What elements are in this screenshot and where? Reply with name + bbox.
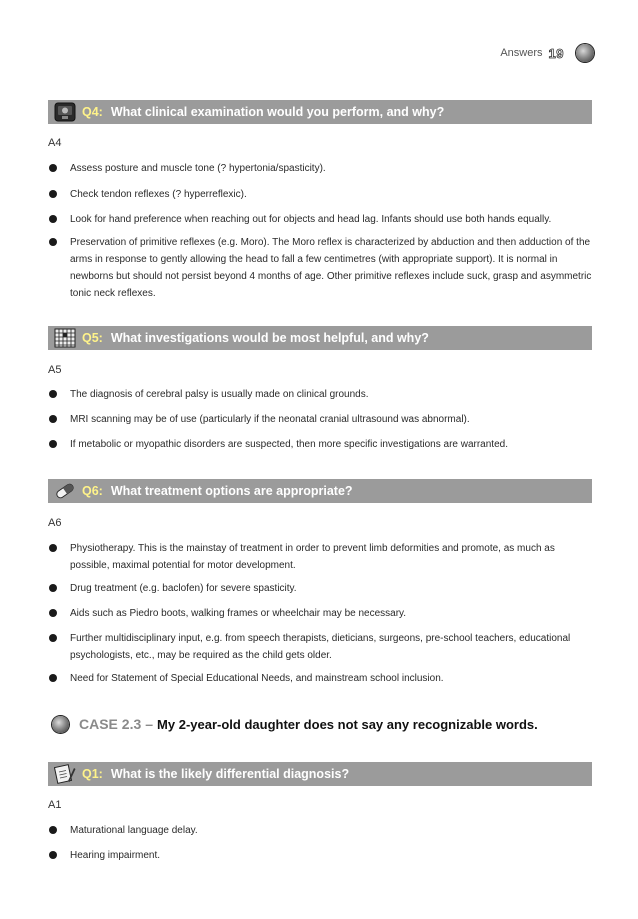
- bullet-text: Assess posture and muscle tone (? hypertonia/spasticity).: [70, 163, 326, 174]
- running-head-label: Answers: [500, 47, 543, 59]
- case-marker-icon: [52, 716, 69, 733]
- list-item: [48, 211, 596, 228]
- list-item: [48, 605, 596, 622]
- bullet-icon: [49, 215, 57, 223]
- bullet-icon: [49, 238, 57, 246]
- case-label: CASE 2.3: [79, 716, 142, 732]
- bullet-icon: [49, 634, 57, 642]
- bullet-text: Look for hand preference when reaching out for objects and head lag. Infants should use both hands equally.: [70, 214, 552, 225]
- list-item: [48, 540, 596, 574]
- answer-label: A5: [48, 364, 62, 376]
- bullet-text: Check tendon reflexes (? hyperreflexic).: [70, 189, 247, 200]
- bullet-text: Need for Statement of Special Educational Needs, and mainstream school inclusion.: [70, 673, 444, 684]
- investigations-grid-icon: [54, 327, 76, 349]
- bullet-icon: [49, 609, 57, 617]
- list-item: [48, 580, 596, 597]
- answer-label: A6: [48, 517, 62, 529]
- list-item: [48, 160, 596, 177]
- bullet-icon: [49, 415, 57, 423]
- examination-icon: [54, 101, 76, 123]
- question-bar-q4: [48, 100, 592, 124]
- case-heading: [52, 712, 538, 736]
- page-marker-icon: [576, 44, 594, 62]
- bullet-text: The diagnosis of cerebral palsy is usually made on clinical grounds.: [70, 389, 369, 400]
- bullet-icon: [49, 390, 57, 398]
- list-item: [48, 411, 596, 428]
- bullet-text: Physiotherapy. This is the mainstay of treatment in order to prevent limb deformities and promote, as much as possible, maximal potential for motor development.: [70, 543, 555, 571]
- question-bar-q1: [48, 762, 592, 786]
- list-item: [48, 847, 596, 864]
- notepad-pen-icon: [54, 763, 76, 785]
- bullet-text: Aids such as Piedro boots, walking frames or wheelchair may be necessary.: [70, 608, 407, 619]
- list-item: [48, 386, 596, 403]
- bullet-text: Hearing impairment.: [70, 850, 161, 861]
- bullet-icon: [49, 190, 57, 198]
- question-text: What is the likely differential diagnosis?: [110, 767, 350, 781]
- question-number: Q4:: [82, 105, 103, 119]
- bullet-icon: [49, 584, 57, 592]
- question-text: What investigations would be most helpful, and why?: [110, 331, 429, 345]
- list-item: [48, 186, 596, 203]
- list-item: [48, 436, 596, 453]
- question-text: What treatment options are appropriate?: [110, 484, 353, 498]
- question-bar-q6: [48, 479, 592, 503]
- question-text: What clinical examination would you perform, and why?: [110, 105, 445, 119]
- bullet-icon: [49, 544, 57, 552]
- question-number: Q5:: [82, 331, 103, 345]
- bullet-text: If metabolic or myopathic disorders are suspected, then more specific investigations are warranted.: [70, 439, 508, 450]
- bullet-icon: [49, 674, 57, 682]
- list-item: [48, 822, 596, 839]
- bullet-icon: [49, 164, 57, 172]
- question-number: Q1:: [82, 767, 103, 781]
- answer-label: A1: [48, 799, 62, 811]
- bullet-text: Preservation of primitive reflexes (e.g. Moro). The Moro reflex is characterized by abduction and then adduction of the arms in response to gently allowing the head to fall a few centimetres (with appropriate support). It is normal in newborns but should not persist beyond 4 months of age. Other primitive reflexes include suck, grasp and asymmetric tonic neck reflexes.: [70, 237, 592, 299]
- bullet-icon: [49, 440, 57, 448]
- bullet-text: Maturational language delay.: [70, 825, 198, 836]
- pill-capsule-icon: [54, 480, 76, 502]
- bullet-text: MRI scanning may be of use (particularly if the neonatal cranial ultrasound was abnormal).: [70, 414, 470, 425]
- question-bar-q5: [48, 326, 592, 350]
- bullet-icon: [49, 851, 57, 859]
- bullet-text: Drug treatment (e.g. baclofen) for severe spasticity.: [70, 583, 297, 594]
- case-dash: –: [145, 716, 154, 732]
- answer-label: A4: [48, 137, 62, 149]
- question-number: Q6:: [82, 484, 103, 498]
- list-item: [48, 670, 596, 687]
- list-item: [48, 234, 596, 302]
- bullet-text: Further multidisciplinary input, e.g. from speech therapists, dieticians, surgeons, pre-school teachers, educational psychologists, etc., may be required as the child gets older.: [70, 633, 571, 661]
- case-title: My 2-year-old daughter does not say any recognizable words.: [157, 716, 538, 732]
- list-item: [48, 630, 596, 664]
- running-head: [500, 42, 594, 64]
- page-number: 19: [548, 45, 564, 61]
- bullet-icon: [49, 826, 57, 834]
